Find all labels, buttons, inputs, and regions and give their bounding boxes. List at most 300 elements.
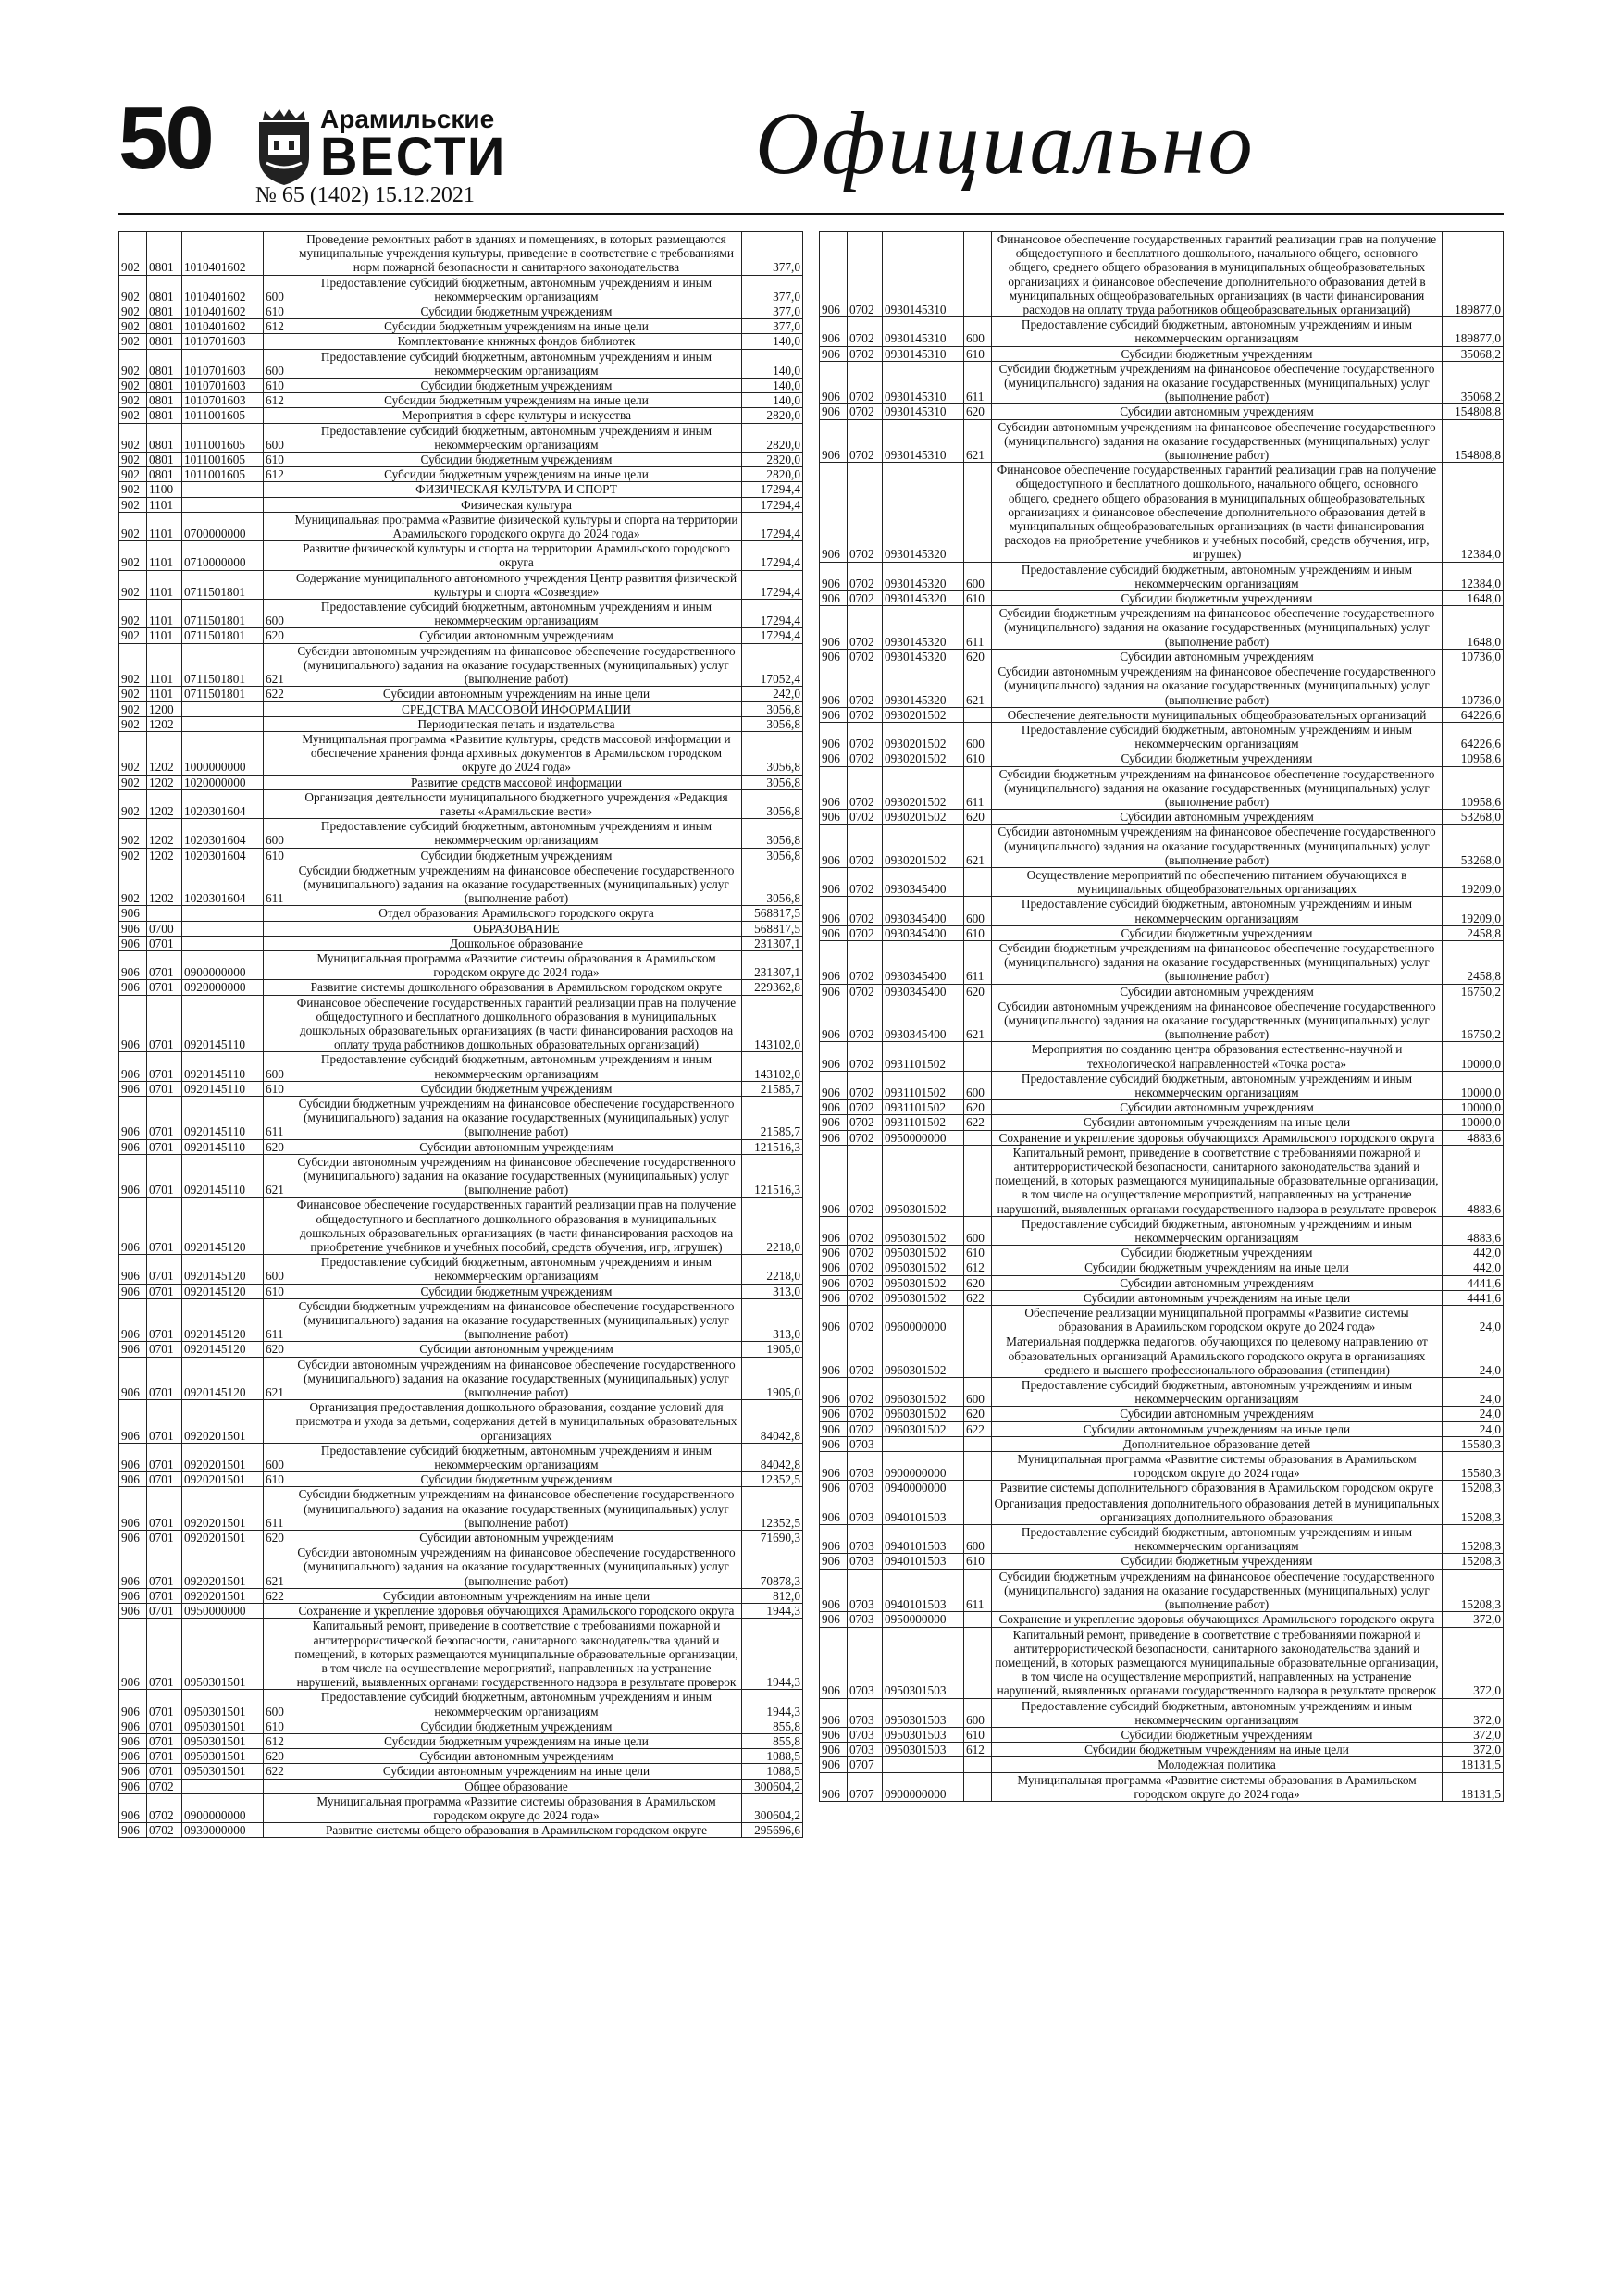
cell-expense-type: 610: [264, 304, 291, 319]
cell-admin-code: 906: [820, 1260, 848, 1275]
cell-admin-code: 906: [119, 1779, 147, 1793]
cell-expense-type: 621: [264, 643, 291, 687]
cell-description: Муниципальная программа «Развитие системы образования в Арамильском городском округе до 2024 года»: [291, 950, 742, 979]
cell-description: Субсидии автономным учреждениям на иные цели: [291, 1588, 742, 1603]
cell-description: Субсидии бюджетным учреждениям на финансовое обеспечение государственного (муниципального) задания на оказание государственных (муниципальных) услуг (выполнение работ): [291, 1096, 742, 1139]
cell-admin-code: 906: [119, 1255, 147, 1284]
cell-description: Предоставление субсидий бюджетным, автономным учреждениям и иным некоммерческим организациям: [992, 1698, 1443, 1727]
cell-section-code: 0801: [147, 393, 182, 408]
cell-description: Предоставление субсидий бюджетным, автономным учреждениям и иным некоммерческим организациям: [992, 1071, 1443, 1099]
cell-target-code: 0920201501: [182, 1400, 264, 1444]
cell-description: Общее образование: [291, 1779, 742, 1793]
cell-target-code: 0930345400: [883, 984, 964, 999]
newspaper-logo: [255, 96, 507, 189]
cell-expense-type: 600: [964, 722, 992, 751]
cell-description: Субсидии бюджетным учреждениям на иные цели: [291, 467, 742, 482]
cell-description: Субсидии автономным учреждениям на финансовое обеспечение государственного (муниципального) задания на оказание государственных (муниципальных) услуг (выполнение работ): [291, 643, 742, 687]
table-row: [119, 1154, 803, 1198]
cell-amount: 2820,0: [742, 408, 803, 423]
cell-description: Предоставление субсидий бюджетным, автономным учреждениям и иным некоммерческим организациям: [291, 423, 742, 452]
cell-target-code: 0931101502: [883, 1100, 964, 1115]
cell-section-code: 0701: [147, 1400, 182, 1444]
cell-expense-type: 611: [264, 1298, 291, 1342]
cell-admin-code: 906: [119, 936, 147, 950]
budget-table-left: [118, 231, 803, 1838]
cell-section-code: 0801: [147, 275, 182, 304]
cell-admin-code: 906: [119, 1284, 147, 1298]
table-row: [119, 731, 803, 775]
cell-amount: 35068,2: [1443, 361, 1504, 404]
cell-expense-type: 612: [264, 467, 291, 482]
cell-amount: 15208,3: [1443, 1481, 1504, 1496]
cell-expense-type: 622: [264, 687, 291, 701]
cell-amount: 12352,5: [742, 1472, 803, 1487]
cell-section-code: 0702: [848, 1216, 883, 1245]
cell-section-code: 0702: [147, 1793, 182, 1822]
cell-amount: 4441,6: [1443, 1290, 1504, 1305]
page-number: 50: [118, 89, 212, 188]
table-row: [820, 419, 1504, 463]
cell-amount: 855,8: [742, 1733, 803, 1748]
cell-target-code: 0960301502: [883, 1334, 964, 1378]
cell-description: Субсидии бюджетным учреждениям на финансовое обеспечение государственного (муниципального) задания на оказание государственных (муниципальных) услуг (выполнение работ): [992, 766, 1443, 810]
table-row: [119, 701, 803, 716]
cell-admin-code: 906: [119, 1139, 147, 1154]
cell-description: Периодическая печать и издательства: [291, 716, 742, 731]
cell-expense-type: [964, 867, 992, 896]
cell-amount: 372,0: [1443, 1627, 1504, 1698]
cell-amount: 121516,3: [742, 1154, 803, 1198]
cell-amount: 1648,0: [1443, 606, 1504, 650]
cell-admin-code: 906: [820, 1115, 848, 1130]
cell-expense-type: [964, 1452, 992, 1481]
cell-amount: 568817,5: [742, 921, 803, 936]
table-row: [119, 1081, 803, 1096]
table-row: [820, 1115, 1504, 1130]
cell-description: Субсидии автономным учреждениям на финансовое обеспечение государственного (муниципального) задания на оказание государственных (муниципальных) услуг (выполнение работ): [291, 1545, 742, 1589]
cell-section-code: 0702: [848, 940, 883, 984]
cell-target-code: 0920201501: [182, 1472, 264, 1487]
cell-target-code: 0920145120: [182, 1255, 264, 1284]
cell-admin-code: 902: [119, 628, 147, 643]
cell-target-code: 0950000000: [883, 1612, 964, 1627]
cell-expense-type: 620: [964, 649, 992, 664]
cell-target-code: 1010401602: [182, 232, 264, 276]
cell-admin-code: 902: [119, 643, 147, 687]
cell-expense-type: 620: [264, 628, 291, 643]
table-row: [119, 1096, 803, 1139]
cell-section-code: 0701: [147, 1690, 182, 1719]
table-row: [119, 1619, 803, 1690]
cell-description: Финансовое обеспечение государственных гарантий реализации прав на получение общедоступного и бесплатного дошкольного образования в муниципальных дошкольных образовательных организациях (в части финансирования расходов на оплату труда работников дошкольных образовательных организаций): [291, 995, 742, 1052]
cell-section-code: 0801: [147, 334, 182, 349]
cell-target-code: 0950301501: [182, 1733, 264, 1748]
cell-target-code: 0950301501: [182, 1619, 264, 1690]
cell-expense-type: [964, 707, 992, 722]
cell-section-code: 1101: [147, 541, 182, 570]
cell-admin-code: 906: [820, 1334, 848, 1378]
cell-description: Предоставление субсидий бюджетным, автономным учреждениям и иным некоммерческим организациям: [291, 1690, 742, 1719]
cell-expense-type: 611: [964, 361, 992, 404]
cell-target-code: 0930345400: [883, 867, 964, 896]
cell-target-code: 0930201502: [883, 825, 964, 868]
table-row: [820, 897, 1504, 925]
cell-target-code: 0950301502: [883, 1246, 964, 1260]
cell-description: Молодежная политика: [992, 1757, 1443, 1772]
cell-expense-type: 611: [264, 863, 291, 906]
table-row: [820, 649, 1504, 664]
cell-admin-code: 906: [119, 1690, 147, 1719]
cell-section-code: 1200: [147, 701, 182, 716]
cell-section-code: 0801: [147, 408, 182, 423]
table-row: [820, 1698, 1504, 1727]
cell-admin-code: 906: [820, 925, 848, 940]
cell-section-code: 0801: [147, 423, 182, 452]
cell-admin-code: 902: [119, 600, 147, 628]
cell-description: Субсидии бюджетным учреждениям: [291, 1081, 742, 1096]
cell-description: Содержание муниципального автономного учреждения Центр развития физической культуры и спорта «Созвездие»: [291, 570, 742, 599]
cell-expense-type: 611: [264, 1096, 291, 1139]
cell-section-code: 0702: [848, 419, 883, 463]
table-row: [119, 995, 803, 1052]
table-row: [820, 1436, 1504, 1451]
table-row: [820, 722, 1504, 751]
budget-table-right: [819, 231, 1504, 1802]
cell-target-code: 0950301501: [182, 1690, 264, 1719]
cell-expense-type: 610: [264, 1081, 291, 1096]
cell-target-code: 0940101503: [883, 1496, 964, 1524]
cell-admin-code: 906: [820, 1421, 848, 1436]
cell-target-code: 0950301503: [883, 1698, 964, 1727]
cell-amount: 143102,0: [742, 995, 803, 1052]
cell-description: Субсидии бюджетным учреждениям: [291, 1284, 742, 1298]
table-row: [119, 1139, 803, 1154]
cell-expense-type: 620: [964, 1275, 992, 1290]
cell-expense-type: [264, 1823, 291, 1838]
cell-target-code: 0950301503: [883, 1627, 964, 1698]
cell-amount: 313,0: [742, 1298, 803, 1342]
cell-description: Сохранение и укрепление здоровья обучающихся Арамильского городского округа: [992, 1130, 1443, 1145]
cell-admin-code: 906: [119, 1342, 147, 1357]
cell-expense-type: 610: [964, 925, 992, 940]
cell-admin-code: 906: [119, 1400, 147, 1444]
cell-amount: 2218,0: [742, 1255, 803, 1284]
table-row: [119, 334, 803, 349]
table-row: [820, 1275, 1504, 1290]
table-row: [820, 1260, 1504, 1275]
cell-amount: 15580,3: [1443, 1452, 1504, 1481]
cell-description: Муниципальная программа «Развитие физической культуры и спорта на территории Арамильского городского округа до 2024 года»: [291, 512, 742, 540]
cell-description: Развитие системы общего образования в Арамильском городском округе: [291, 1823, 742, 1838]
table-row: [119, 863, 803, 906]
cell-admin-code: 906: [119, 1052, 147, 1081]
cell-expense-type: [264, 906, 291, 921]
table-row: [119, 687, 803, 701]
table-row: [119, 275, 803, 304]
cell-description: Мероприятия в сфере культуры и искусства: [291, 408, 742, 423]
cell-section-code: 0701: [147, 1284, 182, 1298]
cell-section-code: 1202: [147, 789, 182, 818]
table-row: [820, 1246, 1504, 1260]
cell-description: Субсидии бюджетным учреждениям на иные цели: [291, 393, 742, 408]
cell-description: Субсидии автономным учреждениям на финансовое обеспечение государственного (муниципального) задания на оказание государственных (муниципальных) услуг (выполнение работ): [992, 999, 1443, 1042]
cell-admin-code: 902: [119, 304, 147, 319]
table-row: [119, 775, 803, 789]
cell-expense-type: [964, 232, 992, 317]
cell-expense-type: 611: [964, 940, 992, 984]
cell-admin-code: 906: [820, 361, 848, 404]
cell-description: СРЕДСТВА МАССОВОЙ ИНФОРМАЦИИ: [291, 701, 742, 716]
cell-amount: 1905,0: [742, 1357, 803, 1400]
cell-description: Предоставление субсидий бюджетным, автономным учреждениям и иным некоммерческим организациям: [291, 349, 742, 378]
cell-amount: 3056,8: [742, 819, 803, 848]
cell-admin-code: 906: [119, 1298, 147, 1342]
cell-admin-code: 906: [820, 751, 848, 766]
cell-description: Субсидии бюджетным учреждениям на финансовое обеспечение государственного (муниципального) задания на оказание государственных (муниципальных) услуг (выполнение работ): [992, 940, 1443, 984]
cell-section-code: 0801: [147, 232, 182, 276]
cell-section-code: 0701: [147, 1443, 182, 1471]
cell-expense-type: [264, 995, 291, 1052]
cell-amount: 442,0: [1443, 1260, 1504, 1275]
cell-section-code: 0703: [848, 1554, 883, 1569]
cell-amount: 3056,8: [742, 789, 803, 818]
cell-description: Предоставление субсидий бюджетным, автономным учреждениям и иным некоммерческим организациям: [291, 819, 742, 848]
cell-expense-type: 611: [964, 1569, 992, 1612]
cell-target-code: 0930145320: [883, 649, 964, 664]
cell-amount: 53268,0: [1443, 825, 1504, 868]
table-row: [119, 541, 803, 570]
cell-section-code: 0703: [848, 1569, 883, 1612]
cell-section-code: 0703: [848, 1525, 883, 1554]
cell-description: Субсидии автономным учреждениям на финансовое обеспечение государственного (муниципального) задания на оказание государственных (муниципальных) услуг (выполнение работ): [992, 419, 1443, 463]
cell-target-code: 1010701603: [182, 393, 264, 408]
cell-section-code: 0702: [848, 463, 883, 562]
table-row: [119, 1342, 803, 1357]
cell-expense-type: [264, 731, 291, 775]
page-header: [0, 0, 1623, 222]
cell-section-code: 0701: [147, 1198, 182, 1255]
cell-section-code: 0702: [848, 766, 883, 810]
cell-target-code: [883, 1436, 964, 1451]
cell-section-code: 0703: [848, 1496, 883, 1524]
cell-amount: 1944,3: [742, 1690, 803, 1719]
table-row: [119, 423, 803, 452]
table-row: [820, 1496, 1504, 1524]
cell-target-code: 0900000000: [883, 1772, 964, 1801]
cell-amount: 372,0: [1443, 1612, 1504, 1627]
cell-admin-code: 902: [119, 716, 147, 731]
cell-admin-code: 906: [820, 404, 848, 419]
cell-admin-code: 906: [820, 562, 848, 590]
cell-target-code: 0930201502: [883, 751, 964, 766]
cell-expense-type: 600: [964, 317, 992, 346]
cell-section-code: 0703: [848, 1727, 883, 1742]
cell-admin-code: 906: [119, 1487, 147, 1531]
cell-target-code: 0930201502: [883, 707, 964, 722]
cell-target-code: 1010401602: [182, 304, 264, 319]
cell-admin-code: 902: [119, 482, 147, 497]
cell-target-code: 1010701603: [182, 349, 264, 378]
cell-amount: 17294,4: [742, 628, 803, 643]
cell-admin-code: 902: [119, 275, 147, 304]
cell-target-code: 0920201501: [182, 1531, 264, 1545]
cell-admin-code: 906: [119, 1764, 147, 1779]
cell-amount: 15208,3: [1443, 1496, 1504, 1524]
cell-description: ФИЗИЧЕСКАЯ КУЛЬТУРА И СПОРТ: [291, 482, 742, 497]
cell-target-code: 0930145320: [883, 664, 964, 708]
cell-target-code: 0950000000: [182, 1604, 264, 1619]
cell-admin-code: 902: [119, 453, 147, 467]
cell-admin-code: 902: [119, 701, 147, 716]
cell-description: Субсидии автономным учреждениям на финансовое обеспечение государственного (муниципального) задания на оказание государственных (муниципальных) услуг (выполнение работ): [291, 1154, 742, 1198]
cell-section-code: 1101: [147, 628, 182, 643]
cell-target-code: 0920145120: [182, 1342, 264, 1357]
cell-target-code: 0950301503: [883, 1743, 964, 1757]
cell-section-code: 1100: [147, 482, 182, 497]
cell-expense-type: [264, 716, 291, 731]
cell-admin-code: 906: [820, 1772, 848, 1801]
cell-section-code: 0702: [848, 1071, 883, 1099]
cell-target-code: 0930345400: [883, 999, 964, 1042]
table-row: [820, 940, 1504, 984]
cell-description: Субсидии бюджетным учреждениям: [291, 379, 742, 393]
cell-description: Капитальный ремонт, приведение в соответствие с требованиями пожарной и антитеррористической безопасности, санитарного законодательства зданий и помещений, в которых размещаются муниципальные образовательные организации, в том числе на осуществление мероприятий, направленных на устранение нарушений, выявленных органами государственного надзора в результате проверок: [992, 1145, 1443, 1216]
table-row: [119, 628, 803, 643]
cell-section-code: 0701: [147, 1604, 182, 1619]
city-crest-icon: [255, 104, 313, 187]
cell-target-code: 0930201502: [883, 810, 964, 825]
cell-description: Развитие средств массовой информации: [291, 775, 742, 789]
cell-target-code: 0930145320: [883, 562, 964, 590]
table-row: [119, 467, 803, 482]
cell-expense-type: 621: [964, 825, 992, 868]
table-row: [119, 319, 803, 334]
cell-expense-type: [264, 775, 291, 789]
cell-amount: 140,0: [742, 349, 803, 378]
cell-section-code: 0702: [848, 810, 883, 825]
table-row: [119, 1588, 803, 1603]
cell-section-code: 0702: [848, 1334, 883, 1378]
cell-description: Субсидии бюджетным учреждениям: [291, 848, 742, 863]
cell-target-code: 0920145120: [182, 1298, 264, 1342]
cell-amount: 64226,6: [1443, 707, 1504, 722]
cell-amount: 313,0: [742, 1284, 803, 1298]
cell-amount: 24,0: [1443, 1407, 1504, 1421]
cell-section-code: 0703: [848, 1612, 883, 1627]
cell-admin-code: 906: [820, 1612, 848, 1627]
cell-description: Предоставление субсидий бюджетным, автономным учреждениям и иным некоммерческим организациям: [992, 897, 1443, 925]
cell-admin-code: 902: [119, 570, 147, 599]
table-row: [820, 1216, 1504, 1245]
cell-expense-type: 622: [964, 1421, 992, 1436]
table-row: [820, 1100, 1504, 1115]
cell-expense-type: 600: [264, 423, 291, 452]
cell-expense-type: 610: [964, 1246, 992, 1260]
cell-admin-code: 906: [820, 1554, 848, 1569]
cell-amount: 10000,0: [1443, 1042, 1504, 1071]
cell-target-code: 0940000000: [883, 1481, 964, 1496]
cell-expense-type: [264, 482, 291, 497]
cell-admin-code: 906: [119, 1096, 147, 1139]
cell-amount: 4883,6: [1443, 1216, 1504, 1245]
cell-amount: 10958,6: [1443, 766, 1504, 810]
cell-target-code: 0950301501: [182, 1764, 264, 1779]
cell-description: Финансовое обеспечение государственных гарантий реализации прав на получение общедоступного и бесплатного дошкольного, начального общего, основного общего, среднего общего образования в муниципальных общеобразовательных организациях и финансовое обеспечение дополнительного образования детей в муниципальных общеобразовательных организациях (в части финансирования расходов на оплату труда работников общеобразовательных организаций): [992, 232, 1443, 317]
table-row: [820, 317, 1504, 346]
cell-amount: 377,0: [742, 319, 803, 334]
cell-section-code: 0702: [848, 649, 883, 664]
cell-amount: 231307,1: [742, 936, 803, 950]
cell-target-code: 0950301502: [883, 1145, 964, 1216]
cell-expense-type: 611: [964, 606, 992, 650]
cell-target-code: 0711501801: [182, 570, 264, 599]
cell-description: Субсидии бюджетным учреждениям: [291, 1719, 742, 1733]
cell-expense-type: 620: [264, 1531, 291, 1545]
cell-admin-code: 906: [820, 1496, 848, 1524]
cell-amount: 24,0: [1443, 1421, 1504, 1436]
cell-expense-type: [964, 1436, 992, 1451]
cell-admin-code: 906: [820, 317, 848, 346]
cell-target-code: 0930201502: [883, 766, 964, 810]
cell-target-code: 0930145310: [883, 317, 964, 346]
table-row: [119, 1198, 803, 1255]
cell-amount: 10000,0: [1443, 1115, 1504, 1130]
cell-expense-type: 610: [264, 379, 291, 393]
cell-admin-code: 906: [820, 1042, 848, 1071]
cell-amount: 17294,4: [742, 497, 803, 512]
logo-subtitle: Арамильские: [320, 105, 495, 133]
cell-admin-code: 906: [119, 1823, 147, 1838]
cell-section-code: 0701: [147, 1472, 182, 1487]
cell-expense-type: [264, 232, 291, 276]
table-row: [119, 1284, 803, 1298]
cell-amount: 18131,5: [1443, 1757, 1504, 1772]
cell-admin-code: 902: [119, 731, 147, 775]
cell-amount: 19209,0: [1443, 897, 1504, 925]
table-row: [820, 1569, 1504, 1612]
cell-amount: 377,0: [742, 275, 803, 304]
cell-admin-code: 906: [820, 591, 848, 606]
cell-description: Субсидии автономным учреждениям на финансовое обеспечение государственного (муниципального) задания на оказание государственных (муниципальных) услуг (выполнение работ): [992, 825, 1443, 868]
cell-admin-code: 906: [820, 1378, 848, 1407]
cell-admin-code: 906: [820, 810, 848, 825]
cell-description: Субсидии автономным учреждениям: [291, 1139, 742, 1154]
cell-description: Муниципальная программа «Развитие системы образования в Арамильском городском округе до 2024 года»: [992, 1772, 1443, 1801]
table-row: [119, 393, 803, 408]
cell-amount: 4883,6: [1443, 1145, 1504, 1216]
cell-section-code: 0702: [848, 1130, 883, 1145]
cell-target-code: 0920145110: [182, 1052, 264, 1081]
table-row: [820, 562, 1504, 590]
table-row: [820, 1042, 1504, 1071]
cell-target-code: 0920145110: [182, 1081, 264, 1096]
cell-expense-type: 610: [264, 453, 291, 467]
cell-amount: 300604,2: [742, 1779, 803, 1793]
cell-admin-code: 906: [820, 1246, 848, 1260]
cell-expense-type: [264, 512, 291, 540]
cell-description: Субсидии автономным учреждениям: [992, 984, 1443, 999]
cell-expense-type: 600: [264, 600, 291, 628]
cell-admin-code: 902: [119, 319, 147, 334]
cell-expense-type: 600: [264, 1690, 291, 1719]
cell-admin-code: 906: [119, 921, 147, 936]
cell-section-code: 0701: [147, 1342, 182, 1357]
cell-section-code: 0702: [848, 999, 883, 1042]
cell-amount: 140,0: [742, 393, 803, 408]
logo-title: ВЕСТИ: [320, 125, 507, 187]
cell-target-code: 1000000000: [182, 731, 264, 775]
cell-admin-code: 906: [119, 1545, 147, 1589]
